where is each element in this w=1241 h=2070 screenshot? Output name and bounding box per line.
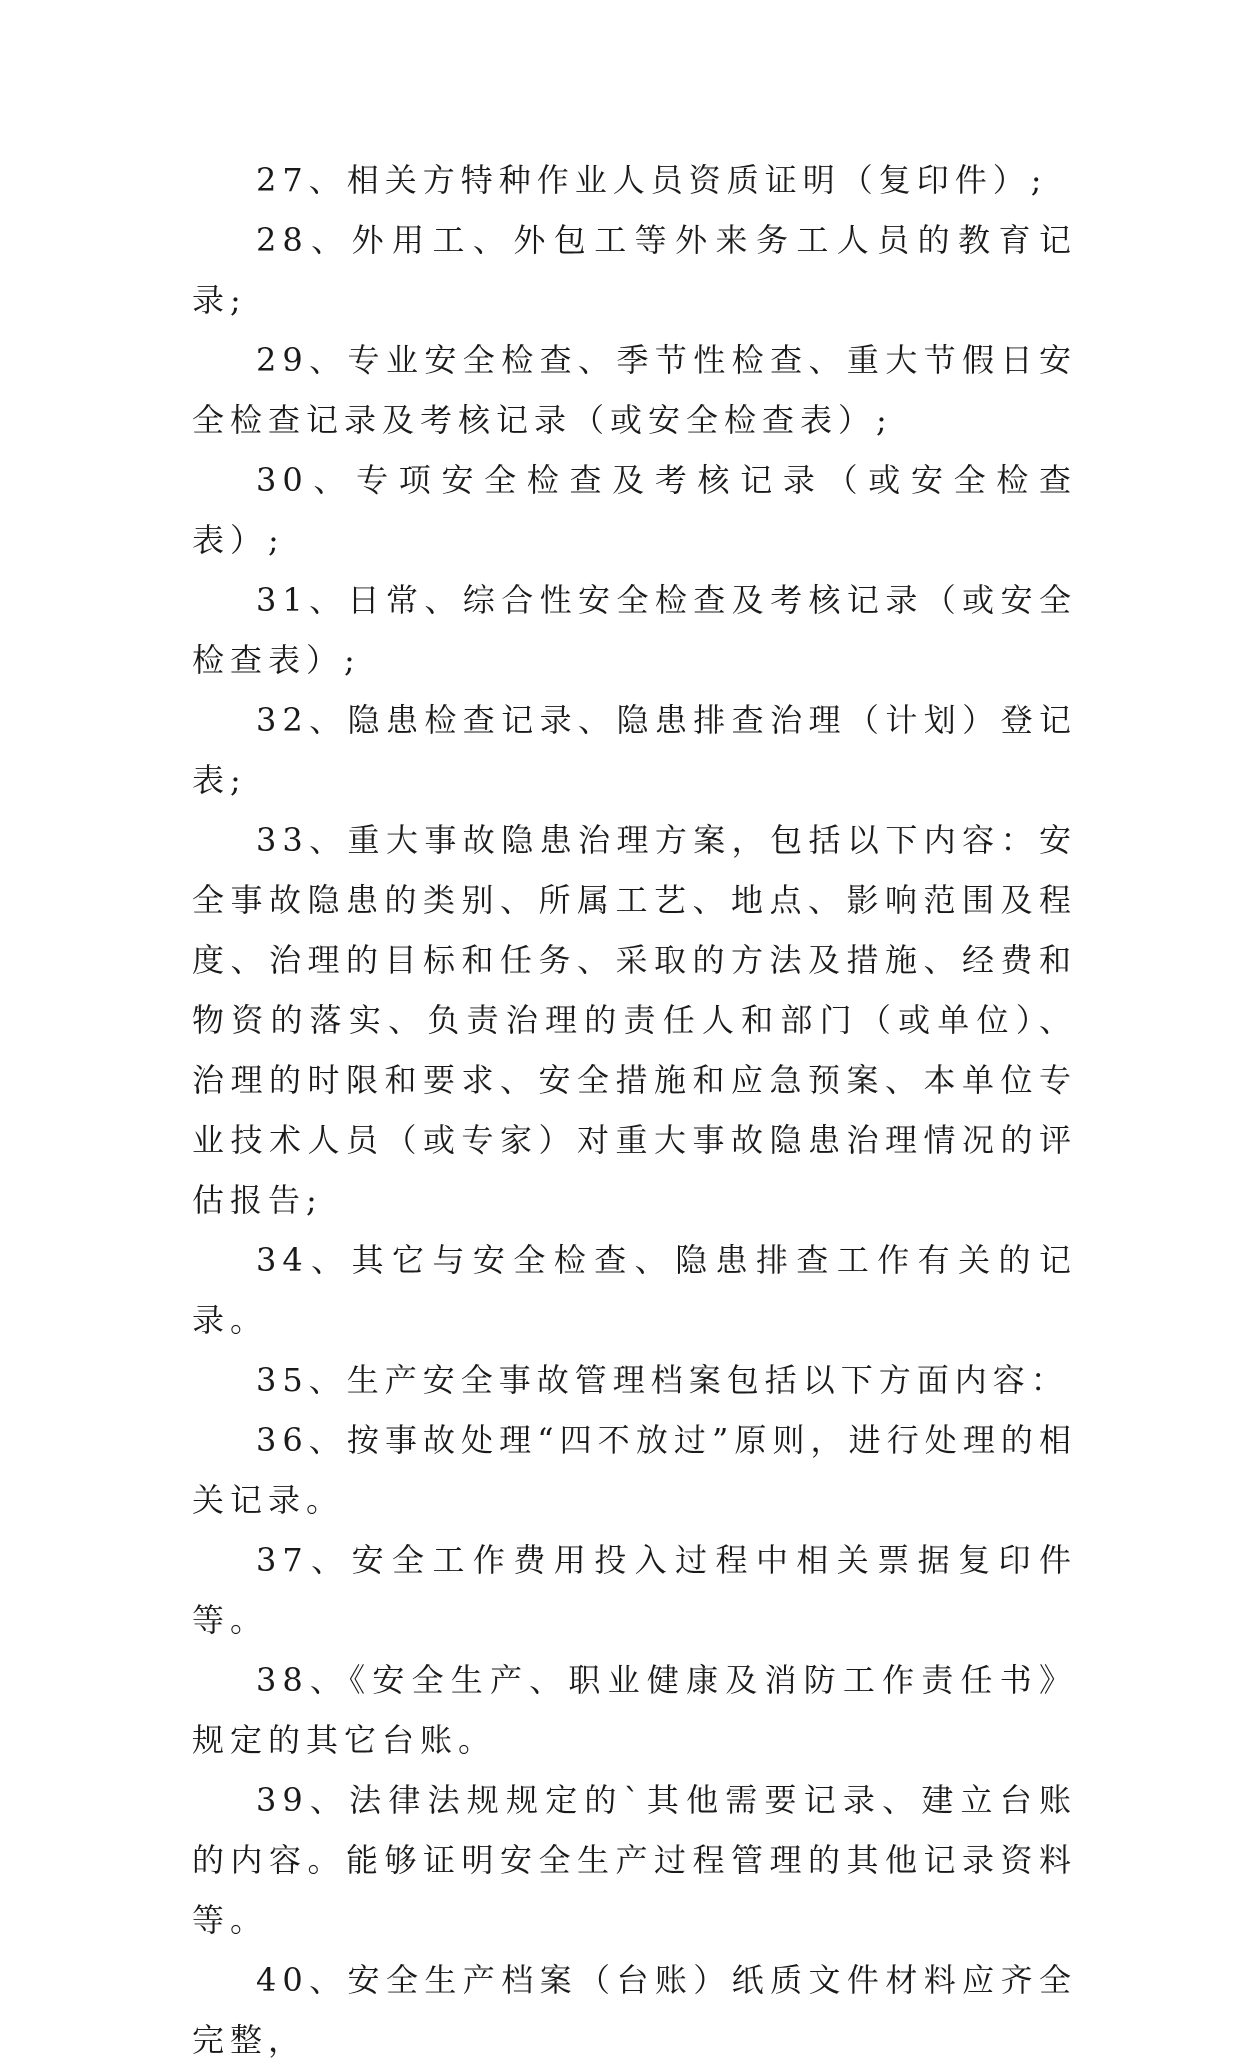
paragraph-31: 31、日常、综合性安全检查及考核记录（或安全检查表）;: [192, 581, 1077, 679]
paragraph-37: 37、安全工作费用投入过程中相关票据复印件等。: [192, 1541, 1077, 1639]
paragraph-27: 27、相关方特种作业人员资质证明（复印件）;: [256, 161, 1048, 199]
paragraph-30: 30、专项安全检查及考核记录（或安全检查表）;: [192, 461, 1077, 559]
paragraph-39: 39、法律法规规定的`其他需要记录、建立台账的内容。能够证明安全生产过程管理的其他记录资料等。: [192, 1781, 1077, 1939]
paragraph-38: 38、《安全生产、职业健康及消防工作责任书》规定的其它台账。: [192, 1661, 1077, 1759]
paragraph-36: 36、按事故处理“四不放过”原则，进行处理的相关记录。: [192, 1421, 1077, 1519]
paragraph-32: 32、隐患检查记录、隐患排查治理（计划）登记表;: [192, 701, 1077, 799]
paragraph-40: 40、安全生产档案（台账）纸质文件材料应齐全完整，: [192, 1961, 1077, 2059]
paragraph-29: 29、专业安全检查、季节性检查、重大节假日安全检查记录及考核记录（或安全检查表）;: [192, 341, 1077, 439]
paragraph-33: 33、重大事故隐患治理方案，包括以下内容：安全事故隐患的类别、所属工艺、地点、影响范围及程度、治理的目标和任务、采取的方法及措施、经费和物资的落实、负责治理的责任人和部门（或单位）、治理的时限和要求、安全措施和应急预案、本单位专业技术人员（或专家）对重大事故隐患治理情况的评估报告;: [192, 821, 1077, 1219]
paragraph-28: 28、外用工、外包工等外来务工人员的教育记录;: [192, 221, 1077, 319]
paragraph-34: 34、其它与安全检查、隐患排查工作有关的记录。: [192, 1241, 1077, 1339]
document-body: [192, 150, 1077, 2070]
paragraph-35: 35、生产安全事故管理档案包括以下方面内容：: [256, 1361, 1069, 1399]
